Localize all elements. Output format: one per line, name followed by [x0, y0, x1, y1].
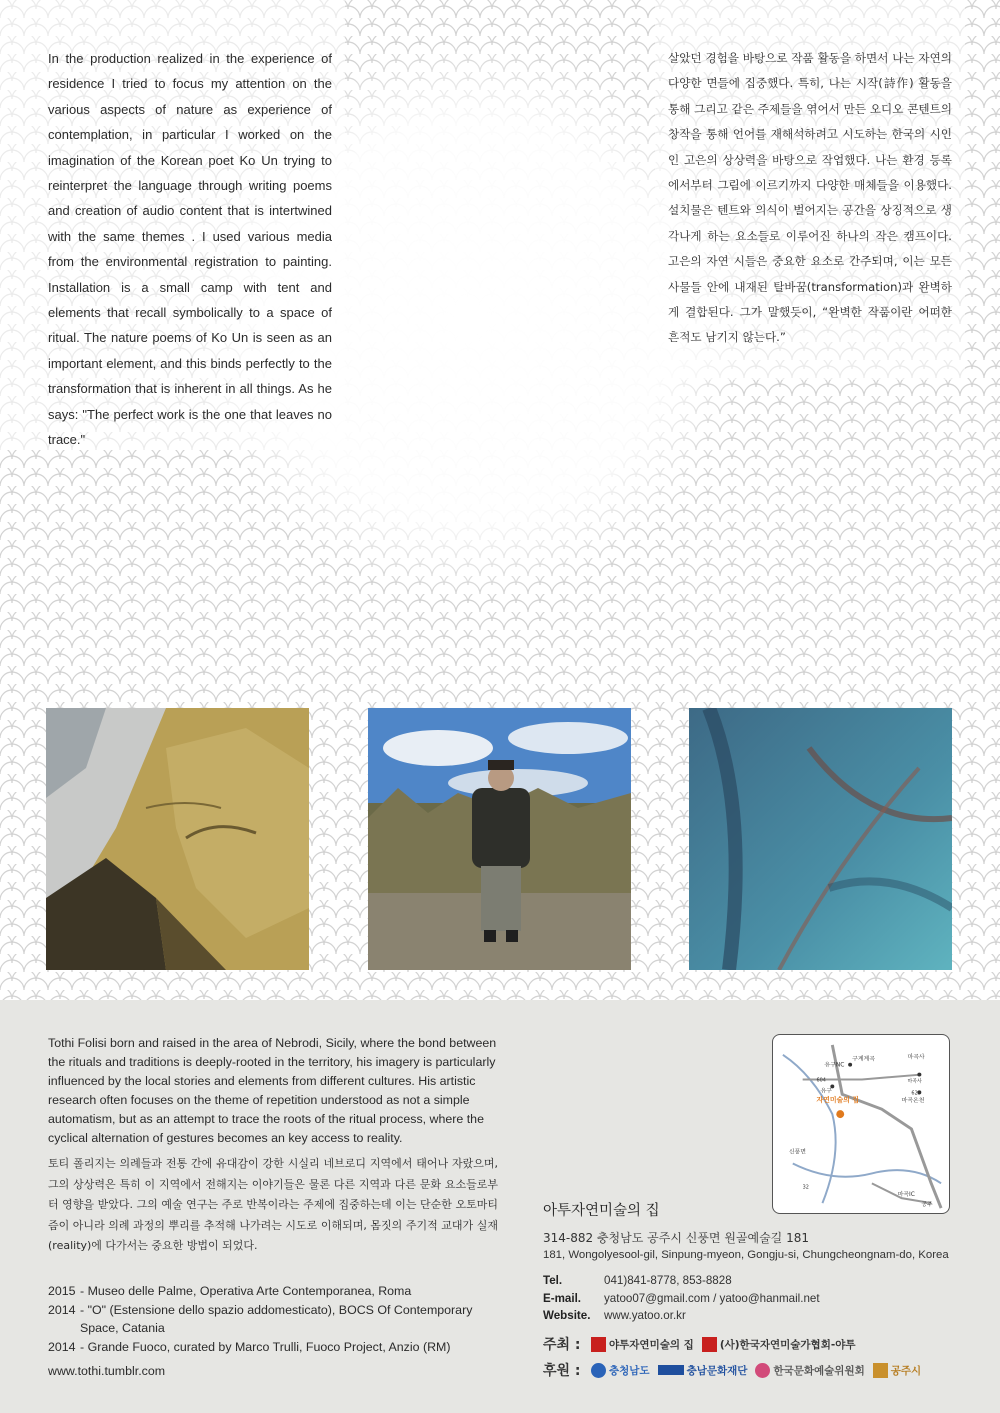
- exhibition-item: [48, 1338, 508, 1357]
- map-label-magok-temple: 마곡사: [907, 1078, 922, 1085]
- support-logo: 충남문화재단: [658, 1363, 748, 1378]
- contact-value: 041)841-8778, 853-8828: [604, 1274, 732, 1287]
- contact-value[interactable]: yatoo07@gmail.com / yatoo@hanmail.net: [604, 1291, 820, 1305]
- contact-website: [543, 1307, 820, 1325]
- location-map[interactable]: [772, 1034, 950, 1214]
- contact-label: Website.: [543, 1309, 591, 1322]
- support-label: 후원 :: [543, 1363, 581, 1379]
- exhibition-year: 2014: [48, 1302, 76, 1317]
- exhibition-title: - Grande Fuoco, curated by Marco Trulli, Fuoco Project, Anzio (RM): [80, 1339, 451, 1354]
- artist-website-link[interactable]: www.tothi.tumblr.com: [48, 1364, 166, 1378]
- artwork-photo-abstract: [689, 708, 952, 970]
- intro-text-english: In the production realized in the experience of residence I tried to focus my attention on the various aspects of nature as experience of contemplation, in particular I worked on the imagination of the Korean poet Ko Un trying to reinterpret the language through writing poems and creation of audio content that is intertwined with the same themes . I used various media from the environmental registration to painting. Installation is a small camp with tent and elements that recall symbolically to a space of ritual. The nature poems of Ko Un is seen as an important element, and this binds perfectly to the transformation that is inherent in all things. As he says: "The perfect work is the one that leaves no trace.": [48, 51, 332, 448]
- intro-text-korean: 살았던 경험을 바탕으로 작품 활동을 하면서 나는 자연의 다양한 면들에 집중했다. 특히, 나는 시작(詩作) 활동을 통해 그리고 같은 주제들을 엮어서 만든 오디오 콘텐트의 창작을 통해 언어를 재해석하려고 시도하는 한국의 시인인 고은의 상상력을 바탕으로 작업했다. 나는 환경 등록에서부터 그림에 이르기까지 다양한 매체들을 이용했다. 설치물은 텐트와 의식이 벌어지는 공간을 상징적으로 생각나게 하는 요소들로 이루어진 하나의 작은 캠프이다. 고은의 자연 시들은 중요한 요소로 간주되며, 이는 모든 사물들 안에 내재된 탈바꿈(transformation)과 완벽하게 결합된다. 그가 말했듯이, “완벽한 작품이란 어떠한 흔적도 남기지 않는다.”: [668, 51, 952, 345]
- chungnam-culture-foundation-logo-icon: [658, 1365, 684, 1375]
- yatoo-association-logo-icon: [702, 1337, 717, 1352]
- chungnam-province-logo-icon: [591, 1363, 606, 1378]
- address-korean: 314-882 충청남도 공주시 신풍면 원골예술길 181: [543, 1231, 809, 1245]
- contact-value[interactable]: www.yatoo.or.kr: [604, 1309, 686, 1322]
- host-logo: 야투자연미술의 집: [591, 1337, 694, 1352]
- support-sponsors: [543, 1360, 921, 1380]
- host-logo: (사)한국자연미술가협회-야투: [702, 1337, 856, 1352]
- contact-email: [543, 1290, 820, 1308]
- map-label-magok: 마곡사: [907, 1053, 925, 1061]
- map-label-gyeryong: 구계계곡: [852, 1055, 875, 1063]
- exhibition-title: - Museo delle Palme, Operativa Arte Contemporanea, Roma: [80, 1284, 412, 1298]
- exhibition-year: 2014: [48, 1339, 76, 1354]
- map-label-magok-ic: 마곡IC: [897, 1191, 915, 1199]
- host-sponsors: [543, 1334, 855, 1354]
- yatoo-house-logo-icon: [591, 1337, 606, 1352]
- address-english: 181, Wongolyesool-gil, Sinpung-myeon, Gongju-si, Chungcheongnam-do, Korea: [543, 1249, 949, 1261]
- artist-bio-korean: 토티 폴리지는 의례들과 전통 간에 유대감이 강한 시실리 네브로디 지역에서 태어나 자랐으며, 그의 상상력은 특히 이 지역에서 전해지는 이야기들은 물론 다른 지역과 다른 문화 요소들로부터 영향을 받았다. 그의 예술 연구는 주로 반복이라는 주제에 집중하는데 이는 단순한 오토마티즘이 아니라 의례 과정의 뿌리를 추적해 나가려는 시도로 이해되며, 몸짓의 주기적 교대가 실재(reality)에 다가서는 중요한 방법이 되었다.: [48, 1157, 498, 1252]
- host-label: 주최 :: [543, 1337, 581, 1353]
- gongju-city-logo-icon: [873, 1363, 888, 1378]
- exhibition-item: [48, 1282, 508, 1301]
- map-label-yugu-nc: 유구NC: [824, 1061, 845, 1069]
- map-label-sinpung: 신풍면: [788, 1148, 806, 1156]
- contact-tel: [543, 1272, 820, 1290]
- map-road-number: 32: [802, 1184, 809, 1191]
- support-logo: 충청남도: [591, 1363, 650, 1378]
- exhibition-year: 2015: [48, 1284, 76, 1298]
- artist-portrait-photo: [368, 708, 631, 970]
- artwork-photo-rock: [46, 708, 309, 970]
- map-label-gongju: 공주: [921, 1201, 933, 1209]
- map-label-magok-hotspring: 마곡온천: [901, 1097, 925, 1105]
- map-label-yugu: 유구: [820, 1087, 832, 1095]
- exhibition-list: [48, 1282, 508, 1356]
- support-logo: 한국문화예술위원회: [755, 1363, 864, 1378]
- contact-label: Tel.: [543, 1274, 563, 1287]
- artist-bio-english: Tothi Folisi born and raised in the area of Nebrodi, Sicily, where the bond between the rituals and traditions is deeply-rooted in the territory, his imagery is particularly influenced by the local stories and elements from different cultures. His artistic research often focuses on the theme of repetition understood as not a simple automatism, but as an attempt to trace the roots of the ritual process, where the cyclical alternation of gestures becomes an key access to reality.: [48, 1036, 497, 1145]
- contact-label: E-mail.: [543, 1291, 582, 1305]
- map-road-number: 604: [816, 1077, 826, 1084]
- exhibition-title: - "O" (Estensione dello spazio addomesticato), BOCS Of Contemporary Space, Catania: [80, 1302, 473, 1335]
- map-label-center: 자연미술의 집: [816, 1096, 859, 1105]
- contact-list: [543, 1272, 820, 1325]
- support-logo: 공주시: [873, 1363, 921, 1378]
- map-road-number: 629: [911, 1090, 921, 1097]
- organization-name: 아투자연미술의 집: [543, 1203, 660, 1219]
- arts-council-korea-logo-icon: [755, 1363, 770, 1378]
- exhibition-item: [48, 1301, 508, 1338]
